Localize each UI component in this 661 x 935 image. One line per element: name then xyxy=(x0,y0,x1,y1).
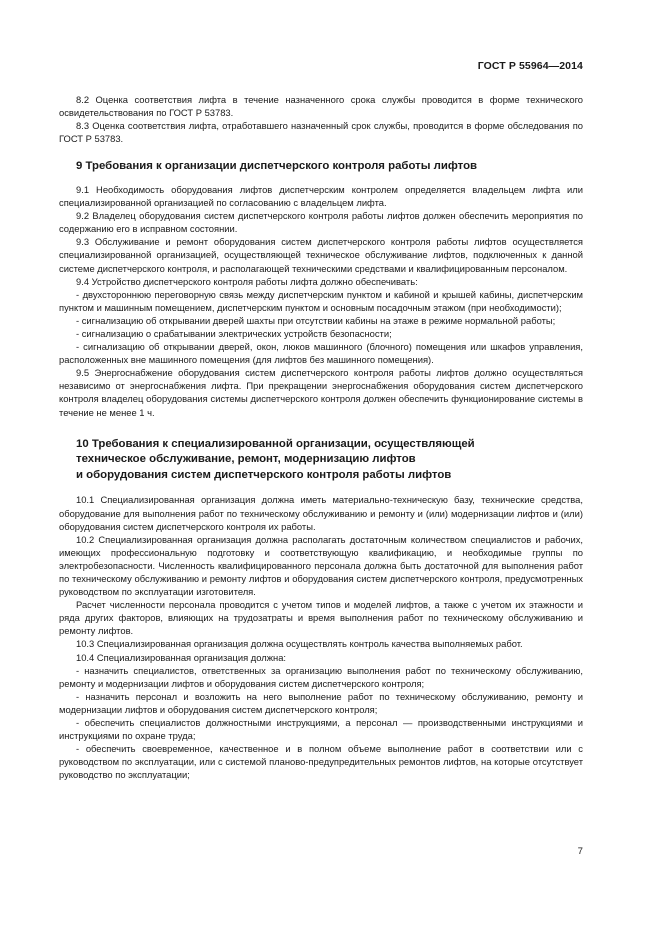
list-item: - назначить специалистов, ответственных за организацию выполнения работ по техническому обслуживанию, ремонту и модернизации лифтов и оборудования систем диспетчерского контроля; xyxy=(59,664,583,689)
paragraph-9-3: 9.3 Обслуживание и ремонт оборудования систем диспетчерского контроля работы лифтов осуществляется специализированной организацией, осуществляющей техническое обслуживание лифтов, подключенных к данной системе диспетчерского контроля, и располагающей техническими средствами и квалифицированным персоналом. xyxy=(59,236,583,274)
section-9-heading: 9 Требования к организации диспетчерского контроля работы лифтов xyxy=(76,160,478,173)
list-item: - назначить персонал и возложить на него выполнение работ по техническому обслуживанию, ремонту и модернизации лифтов и оборудования систем диспетчерского контроля; xyxy=(59,690,583,715)
document-body xyxy=(59,93,583,782)
paragraph-9-2: 9.2 Владелец оборудования систем диспетчерского контроля работы лифтов должен обеспечить мероприятия по содержанию его в исправном состоянии. xyxy=(59,210,583,235)
list-item: - обеспечить своевременное, качественное и в полном объеме выполнение работ в соответствии или с руководством по эксплуатации, или с системой планово-предупредительных ремонтов лифтов, на которые отсутствует руководство по эксплуатации; xyxy=(59,743,583,781)
section-10-heading-line: и оборудования систем диспетчерского контроля работы лифтов xyxy=(76,468,452,481)
document-page xyxy=(59,0,583,935)
paragraph-10-4: 10.4 Специализированная организация должна: xyxy=(76,651,287,663)
list-item: - обеспечить специалистов должностными инструкциями, а персонал — производственными инструкциями и инструкциями по охране труда; xyxy=(59,717,583,742)
list-item: - двухстороннюю переговорную связь между диспетчерским пунктом и кабиной и крышей кабины, диспетчерским пунктом и машинным помещением, диспетчерским пунктом и основным посадочным этажом (при необходимости); xyxy=(59,288,583,313)
paragraph-10-3: 10.3 Специализированная организация должна осуществлять контроль качества выполняемых работ. xyxy=(76,638,523,650)
list-item: - сигнализацию об открывании дверей шахты при отсутствии кабины на этаже в режиме нормальной работы; xyxy=(76,314,556,326)
list-item: - сигнализацию о срабатывании электрических устройств безопасности; xyxy=(76,328,392,339)
page-number: 7 xyxy=(577,846,583,857)
paragraph-10-2: 10.2 Специализированная организация должна располагать достаточным количеством специалистов и рабочих, имеющих профессиональную подготовку и соответствующую квалификацию, и необходимые группы по электробезопасности. Численность квалифицированного персонала должна быть достаточной для выполнения работ по техническому обслуживанию и ремонту лифтов и оборудования систем диспетчерского контроля, предусмотренных руководством по эксплуатации изготовителя. xyxy=(59,533,583,598)
paragraph-10-1: 10.1 Специализированная организация должна иметь материально-техническую базу, технические средства, оборудование для выполнения работ по техническому обслуживанию и ремонту и (или) модернизации лифтов и (или) оборудования систем диспетчерского контроля их работы. xyxy=(59,494,583,532)
paragraph-9-1: 9.1 Необходимость оборудования лифтов диспетчерским контролем определяется владельцем лифта или специализированной организацией по согласованию с владельцем лифта. xyxy=(59,183,583,209)
list-item: - сигнализацию об открывании дверей, окон, люков машинного (блочного) помещения или шкафов управления, расположенных вне машинного помещения (для лифтов без машинного помещения). xyxy=(59,341,583,366)
document-header: ГОСТ Р 55964—2014 xyxy=(477,60,583,72)
paragraph-9-5: 9.5 Энергоснабжение оборудования систем диспетчерского контроля работы лифтов должно осуществляться независимо от энергоснабжения лифта. При прекращении энергоснабжения оборудования систем диспетчерского контроля владелец оборудования системы диспетчерского контроля должен обеспечить функционирование системы в течение не менее 1 ч. xyxy=(59,367,583,418)
paragraph-9-4: 9.4 Устройство диспетчерского контроля работы лифта должно обеспечивать: xyxy=(76,275,418,287)
section-10-heading-line: техническое обслуживание, ремонт, модернизацию лифтов xyxy=(76,453,416,466)
paragraph-8-3: 8.3 Оценка соответствия лифта, отработавшего назначенный срок службы, проводится в форме обследования по ГОСТ Р 53783. xyxy=(59,120,583,145)
paragraph-8-2: 8.2 Оценка соответствия лифта в течение назначенного срока службы проводится в форме технического освидетельствования по ГОСТ Р 53783. xyxy=(59,94,583,119)
section-10-heading xyxy=(59,437,583,484)
section-10-heading-line: 10 Требования к специализированной организации, осуществляющей xyxy=(76,437,475,450)
paragraph-staff-calculation: Расчет численности персонала проводится с учетом типов и моделей лифтов, а также с учетом их этажности и ряда других факторов, влияющих на трудозатраты и время выполнения работ по техническому обслуживанию и ремонту лифтов. xyxy=(59,599,583,637)
